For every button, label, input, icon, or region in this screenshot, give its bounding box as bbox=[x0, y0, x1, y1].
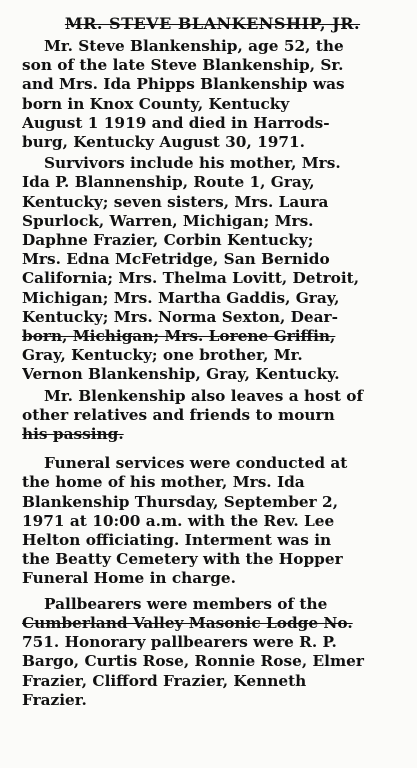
text-line: the Beatty Cemetery with the Hopper bbox=[22, 550, 343, 569]
text-line: Bargo, Curtis Rose, Ronnie Rose, Elmer bbox=[22, 652, 364, 671]
text-line: his passing. bbox=[22, 425, 124, 444]
text-line: Survivors include his mother, Mrs. bbox=[44, 154, 341, 173]
text-line: Michigan; Mrs. Martha Gaddis, Gray, bbox=[22, 288, 340, 307]
text-line: born, Michigan; Mrs. Lorene Griffin, bbox=[22, 327, 336, 346]
paragraph-pallbearers bbox=[22, 595, 403, 710]
text-line: the home of his mother, Mrs. Ida bbox=[22, 473, 305, 492]
obituary-headline: MR. STEVE BLANKENSHIP, JR. bbox=[64, 14, 361, 33]
text-line: Mrs. Edna McFetridge, San Bernido bbox=[22, 250, 330, 269]
text-line: Mr. Steve Blankenship, age 52, the bbox=[44, 37, 344, 55]
text-line: and Mrs. Ida Phipps Blankenship was bbox=[22, 75, 345, 94]
text-line: California; Mrs. Thelma Lovitt, Detroit, bbox=[22, 269, 360, 288]
text-line: Frazier. bbox=[22, 690, 87, 709]
paragraph-survivors bbox=[22, 154, 403, 384]
text-line: Ida P. Blannenship, Route 1, Gray, bbox=[22, 173, 315, 192]
text-line: Daphne Frazier, Corbin Kentucky; bbox=[22, 231, 314, 250]
text-line: son of the late Steve Blankenship, Sr. bbox=[22, 56, 344, 75]
text-line: Frazier, Clifford Frazier, Kenneth bbox=[22, 671, 307, 690]
paragraph-birth bbox=[22, 37, 403, 152]
text-line: Kentucky; seven sisters, Mrs. Laura bbox=[22, 192, 329, 211]
text-line: Blankenship Thursday, September 2, bbox=[22, 492, 339, 511]
text-line: Spurlock, Warren, Michigan; Mrs. bbox=[22, 211, 314, 230]
text-line: Funeral Home in charge. bbox=[22, 569, 236, 588]
text-line: 751. Honorary pallbearers were R. P. bbox=[22, 633, 337, 652]
text-line: Mr. Blenkenship also leaves a host of bbox=[44, 386, 364, 405]
paragraph-relatives bbox=[22, 387, 403, 445]
text-line: Kentucky; Mrs. Norma Sexton, Dear- bbox=[22, 307, 338, 326]
text-line: Pallbearers were members of the bbox=[44, 594, 328, 613]
text-line: Vernon Blankenship, Gray, Kentucky. bbox=[22, 365, 340, 384]
text-line: Cumberland Valley Masonic Lodge No. bbox=[22, 613, 353, 632]
text-line: Helton officiating. Interment was in bbox=[22, 531, 332, 550]
text-line: burg, Kentucky August 30, 1971. bbox=[22, 133, 305, 152]
text-line: other relatives and friends to mourn bbox=[22, 405, 335, 424]
text-line: Funeral services were conducted at bbox=[44, 454, 348, 473]
text-line: August 1 1919 and died in Harrods- bbox=[22, 113, 330, 132]
paragraph-funeral bbox=[22, 454, 403, 588]
text-line: born in Knox County, Kentucky bbox=[22, 94, 290, 113]
text-line: Gray, Kentucky; one brother, Mr. bbox=[22, 346, 303, 365]
text-line: 1971 at 10:00 a.m. with the Rev. Lee bbox=[22, 511, 335, 530]
